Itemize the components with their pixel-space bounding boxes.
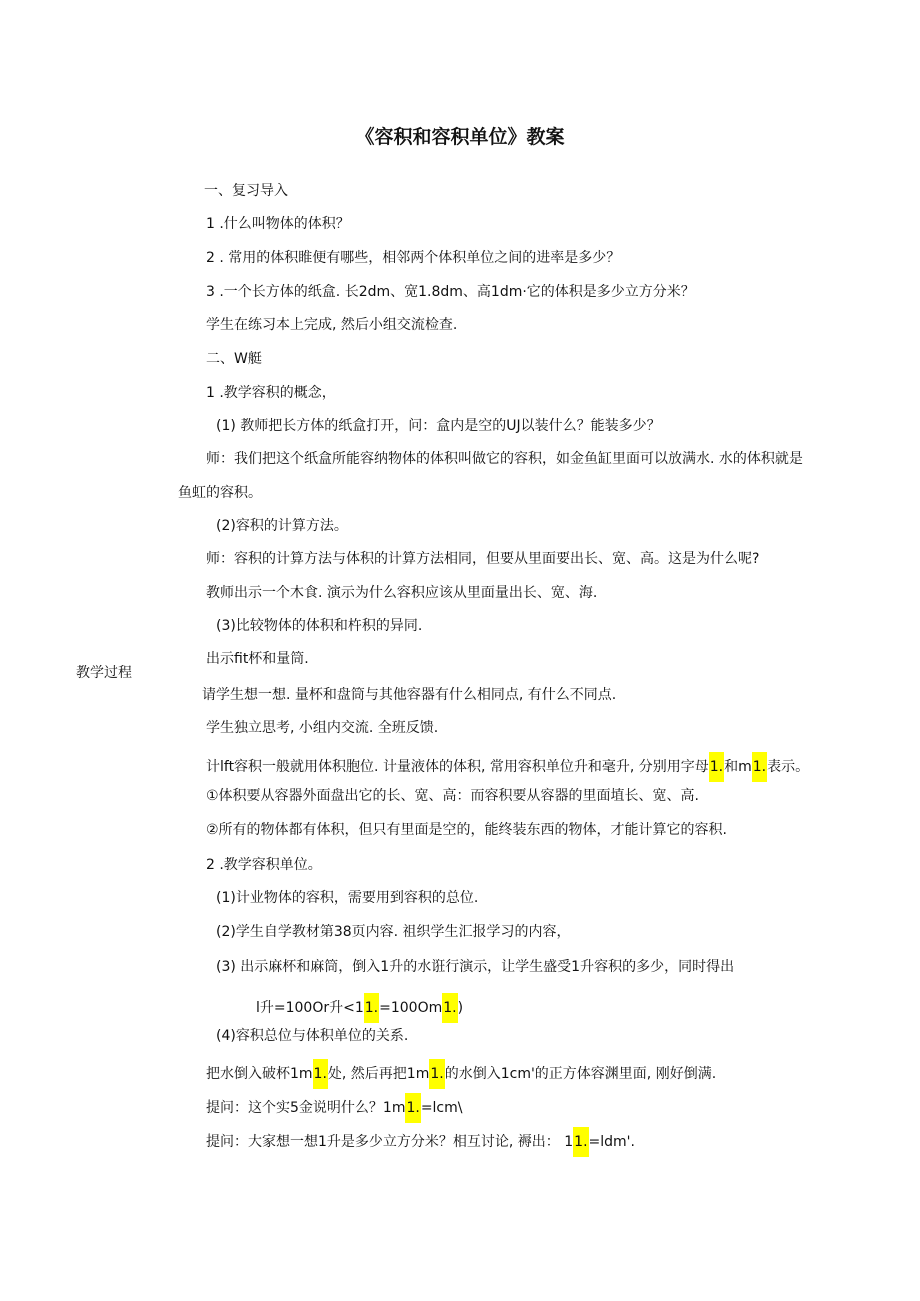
text-segment: l升=100Or升<1 — [256, 1000, 364, 1016]
text-segment: 把水倒入破杯1m — [206, 1066, 313, 1082]
text-segment: =ldm'. — [588, 1134, 635, 1150]
text-line: (1) 教师把长方体的纸盒打开，问：盒内是空的UJ以装什么？能装多少？ — [216, 418, 661, 434]
highlighted-text: 1. — [573, 1127, 588, 1157]
text-line: (4)容积总位与体积单位的关系. — [216, 1028, 409, 1044]
text-segment: 的水倒入1cm'的正方体容渊里面, 刚好倒满. — [444, 1066, 717, 1082]
text-line — [206, 1059, 716, 1089]
text-line: (3) 出示麻杯和麻筒，倒入1升的水诳行演示，让学生盛受1升容积的多少，同时得出 — [216, 959, 735, 975]
text-line — [206, 752, 809, 782]
text-line — [206, 1127, 635, 1157]
text-line: ①体积要从容器外面盘出它的长、宽、高：而容积要从容器的里面埴长、宽、高. — [206, 788, 699, 804]
text-segment: =lcm\ — [420, 1100, 463, 1116]
text-segment: ) — [457, 1000, 464, 1016]
text-line: 师：我们把这个纸盒所能容纳物体的体积叫做它的容积，如金鱼缸里面可以放满水. 水的体积就是 — [206, 451, 803, 467]
text-line: 教师出示一个木食. 演示为什么容积应该从里面量出长、宽、海. — [206, 585, 598, 601]
text-segment: 提问：大家想一想1升是多少立方分米？相互讨论, 褥出： 1 — [206, 1134, 574, 1150]
text-line: (3)比较物体的体积和杵积的异同. — [216, 618, 423, 634]
text-line: 出示fit杯和量筒. — [206, 651, 309, 667]
highlighted-text: 1. — [442, 993, 457, 1023]
text-segment: 表示。 — [767, 759, 810, 775]
text-line: (1)计业物体的容积，需要用到容积的总位. — [216, 890, 479, 906]
document-title: 《容积和容积单位》教案 — [355, 126, 565, 148]
text-line: 3 .一个长方体的纸盒. 长2dm、宽1.8dm、高1dm·它的体积是多少立方分米？ — [206, 284, 695, 300]
text-line: 鱼虹的容积。 — [178, 485, 262, 501]
text-line: ②所有的物体都有体积，但只有里面是空的，能终装东西的物体，才能计算它的容积. — [206, 822, 727, 838]
highlighted-text: 1. — [709, 752, 724, 782]
text-segment: =100Om — [379, 1000, 443, 1016]
text-line: 请学生想一想. 量杯和盘筒与其他容器有什么相同点, 有什么不同点. — [202, 687, 617, 703]
highlighted-text: 1. — [429, 1059, 444, 1089]
text-line: 2 .教学容积单位。 — [206, 857, 322, 873]
text-segment: 计lft容积一般就用体积胞位. 计量液体的体积, 常用容积单位升和毫升, 分别用字母 — [206, 759, 709, 775]
text-line: 2 . 常用的体积睢便有哪些，相邻两个体积单位之间的进率是多少？ — [206, 250, 621, 266]
text-segment: 和m — [724, 759, 752, 775]
text-line: 1 .什么叫物体的体积？ — [206, 216, 350, 232]
text-line: (2)容积的计算方法。 — [216, 518, 348, 534]
highlighted-text: 1. — [752, 752, 767, 782]
text-segment: 提问：这个实5金说明什么？1m — [206, 1100, 406, 1116]
highlighted-text: 1. — [313, 1059, 328, 1089]
highlighted-text: 1. — [405, 1093, 420, 1123]
text-line: 学生独立思考, 小组内交流. 全班反馈. — [206, 720, 439, 736]
highlighted-text: 1. — [364, 993, 379, 1023]
text-line: (2)学生自学教材第38页内容. 祖织学生汇报学习的内容， — [216, 924, 571, 940]
text-line: 学生在练习本上完成, 然后小组交流检查. — [206, 317, 458, 333]
side-label-teaching-process: 教学过程 — [76, 665, 132, 681]
text-line — [206, 1093, 462, 1123]
text-line: 1 .教学容积的概念， — [206, 385, 336, 401]
text-segment: 处, 然后再把1m — [327, 1066, 430, 1082]
text-line: 二、W艇 — [206, 351, 262, 367]
text-line: 师：容积的计算方法与体积的计算方法相同，但要从里面要出长、宽、高。这是为什么呢? — [206, 551, 760, 567]
text-line: 一、复习导入 — [204, 183, 288, 199]
text-line — [256, 993, 463, 1023]
